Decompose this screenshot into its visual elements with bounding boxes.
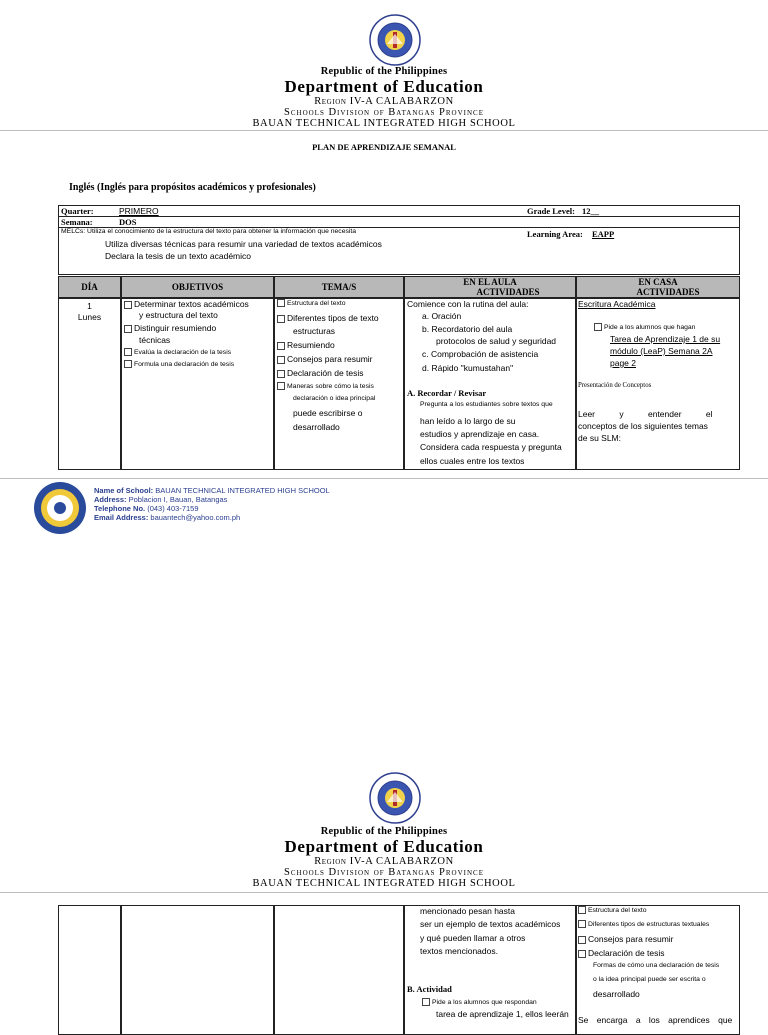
casa-item: Estructura del texto (578, 905, 647, 917)
footer-telephone: Telephone No. (043) 403-7159 (94, 504, 199, 513)
cell-temas (274, 905, 404, 1035)
header-temas: TEMA/S (274, 276, 404, 298)
aula-line: a. Oración (422, 311, 462, 321)
header-divider (0, 892, 768, 893)
aula-line: Comience con la rutina del aula: (407, 299, 529, 309)
casa-item: Diferentes tipos de estructuras textuales (578, 919, 709, 931)
casa-item: Pide a los alumnos que hagan (594, 322, 695, 334)
casa-line: Tarea de Aprendizaje 1 de su (610, 334, 721, 344)
header-aula-line2: ACTIVIDADES (476, 287, 540, 297)
cell-dia (58, 298, 121, 470)
tema-item-cont: declaración o idea principal (293, 395, 376, 402)
objetivo-item: Evalúa la declaración de la tesis (124, 347, 231, 359)
tema-item: Declaración de tesis (277, 367, 364, 379)
objetivo-item-cont: técnicas (139, 335, 171, 345)
cell-dia (58, 905, 121, 1035)
grade-level-label: Grade Level: (527, 206, 575, 216)
cell-objetivos (121, 905, 274, 1035)
dia-number: 1 (87, 301, 92, 311)
footer-address: Address: Poblacion I, Bauan, Batangas (94, 495, 228, 504)
school-line: BAUAN TECHNICAL INTEGRATED HIGH SCHOOL (252, 118, 516, 129)
checkbox-icon (124, 301, 132, 309)
division-line: Schools Division of Batangas Province (284, 107, 484, 118)
casa-line: Se encarga a los aprendices que (578, 1015, 733, 1025)
casa-line: Formas de cómo una declaración de tesis (593, 962, 720, 969)
objetivo-item: Distinguir resumiendo (124, 322, 216, 334)
checkbox-icon (124, 360, 132, 368)
checkbox-icon (124, 348, 132, 356)
aula-item: Pide a los alumnos que respondan (422, 997, 537, 1009)
school-logo-icon (33, 481, 87, 535)
subject-title: Inglés (Inglés para propósitos académicos y profesionales) (69, 182, 316, 193)
melcs-line-2: Utiliza diversas técnicas para resumir una variedad de textos académicos (105, 239, 382, 249)
republic-line: Republic of the Philippines (320, 826, 448, 837)
tema-item: Consejos para resumir (277, 353, 373, 365)
meta-divider-1 (58, 216, 740, 217)
checkbox-icon (578, 906, 586, 914)
casa-item: Declaración de tesis (578, 947, 665, 959)
aula-section-heading: A. Recordar / Revisar (407, 388, 487, 398)
quarter-label: Quarter: (61, 206, 94, 216)
objetivo-item-cont: y estructura del texto (139, 310, 218, 320)
casa-line: desarrollado (593, 989, 640, 999)
melcs-line-1: MELCs: Utiliza el conocimiento de la estructura del texto para obtener la información que necesita (61, 228, 357, 235)
casa-line: de su SLM: (578, 433, 621, 443)
checkbox-icon (422, 998, 430, 1006)
casa-line: módulo (LeaP) Semana 2A (610, 346, 713, 356)
header-en-el-aula (404, 276, 576, 298)
dia-name: Lunes (77, 312, 102, 322)
aula-line: tarea de aprendizaje 1, ellos leerán (436, 1009, 569, 1019)
checkbox-icon (578, 950, 586, 958)
footer-email: Email Address: bauantech@yahoo.com.ph (94, 513, 241, 522)
footer-divider (0, 478, 768, 479)
region-line: Region IV-A CALABARZON (314, 856, 454, 867)
objetivo-item: Determinar textos académicos (124, 298, 249, 310)
header-divider (0, 130, 768, 131)
casa-line: o la idea principal puede ser escrita o (593, 976, 706, 983)
republic-line: Republic of the Philippines (320, 66, 448, 77)
tema-item: Diferentes tipos de texto (277, 312, 379, 324)
checkbox-icon (124, 325, 132, 333)
aula-line: Pregunta a los estudiantes sobre textos que (420, 401, 553, 408)
department-line: Department of Education (284, 77, 484, 96)
tema-item-cont: puede escribirse o (293, 408, 363, 418)
aula-line: estudios y aprendizaje en casa. (420, 429, 540, 439)
aula-section-heading: B. Actividad (407, 984, 452, 994)
casa-line: page 2 (610, 358, 636, 368)
casa-item: Consejos para resumir (578, 933, 674, 945)
footer-school-name: Name of School: BAUAN TECHNICAL INTEGRATED HIGH SCHOOL (94, 486, 330, 495)
department-line: Department of Education (284, 837, 484, 856)
aula-line: ellos cuales entre los textos (420, 456, 525, 466)
header-aula-line1: EN EL AULA (463, 277, 517, 287)
checkbox-icon (594, 323, 602, 331)
casa-line: Leer y entender el (578, 409, 713, 419)
checkbox-icon (578, 936, 586, 944)
semana-value: DOS (119, 217, 137, 227)
melcs-line-3: Declara la tesis de un texto académico (105, 251, 251, 261)
casa-section-heading: Presentación de Conceptos (578, 382, 652, 389)
checkbox-icon (277, 382, 285, 390)
aula-line: ser un ejemplo de textos académicos (420, 919, 561, 929)
tema-item: Maneras sobre cómo la tesis (277, 381, 374, 393)
document-title: PLAN DE APRENDIZAJE SEMANAL (312, 142, 456, 152)
aula-line: b. Recordatorio del aula (422, 324, 513, 334)
deped-seal-icon (369, 14, 421, 66)
deped-seal-icon (369, 772, 421, 824)
tema-item: Estructura del texto (277, 298, 346, 310)
aula-line: textos mencionados. (420, 946, 498, 956)
checkbox-icon (277, 315, 285, 323)
casa-heading: Escritura Académica (578, 299, 656, 309)
checkbox-icon (277, 342, 285, 350)
aula-line: Considera cada respuesta y pregunta (420, 442, 562, 452)
school-line: BAUAN TECHNICAL INTEGRATED HIGH SCHOOL (252, 878, 516, 889)
header-en-casa (576, 276, 740, 298)
aula-line: mencionado pesan hasta (420, 906, 515, 916)
checkbox-icon (277, 370, 285, 378)
region-line: Region IV-A CALABARZON (314, 96, 454, 107)
aula-line: d. Rápido "kumustahan" (422, 363, 514, 373)
semana-label: Semana: (61, 217, 93, 227)
header-casa-line2: ACTIVIDADES (636, 287, 700, 297)
tema-item-cont: estructuras (293, 326, 336, 336)
aula-line: han leído a lo largo de su (420, 416, 516, 426)
checkbox-icon (277, 299, 285, 307)
header-casa-line1: EN CASA (638, 277, 678, 287)
tema-item: Resumiendo (277, 339, 335, 351)
checkbox-icon (277, 356, 285, 364)
casa-line: conceptos de los siguientes temas (578, 421, 708, 431)
aula-line: c. Comprobación de asistencia (422, 349, 539, 359)
objetivo-item: Formula una declaración de tesis (124, 359, 234, 371)
division-line: Schools Division of Batangas Province (284, 867, 484, 878)
checkbox-icon (578, 920, 586, 928)
tema-item-cont: desarrollado (293, 422, 340, 432)
aula-line: y qué pueden llamar a otros (420, 933, 526, 943)
header-dia: DÍA (58, 276, 121, 298)
aula-line: protocolos de salud y seguridad (436, 336, 557, 346)
learning-area-value: EAPP (592, 229, 615, 239)
learning-area-label: Learning Area: (527, 229, 583, 239)
header-objetivos: OBJETIVOS (121, 276, 274, 298)
quarter-value: PRIMERO (119, 206, 159, 216)
grade-level-value: 12__ (582, 206, 599, 216)
